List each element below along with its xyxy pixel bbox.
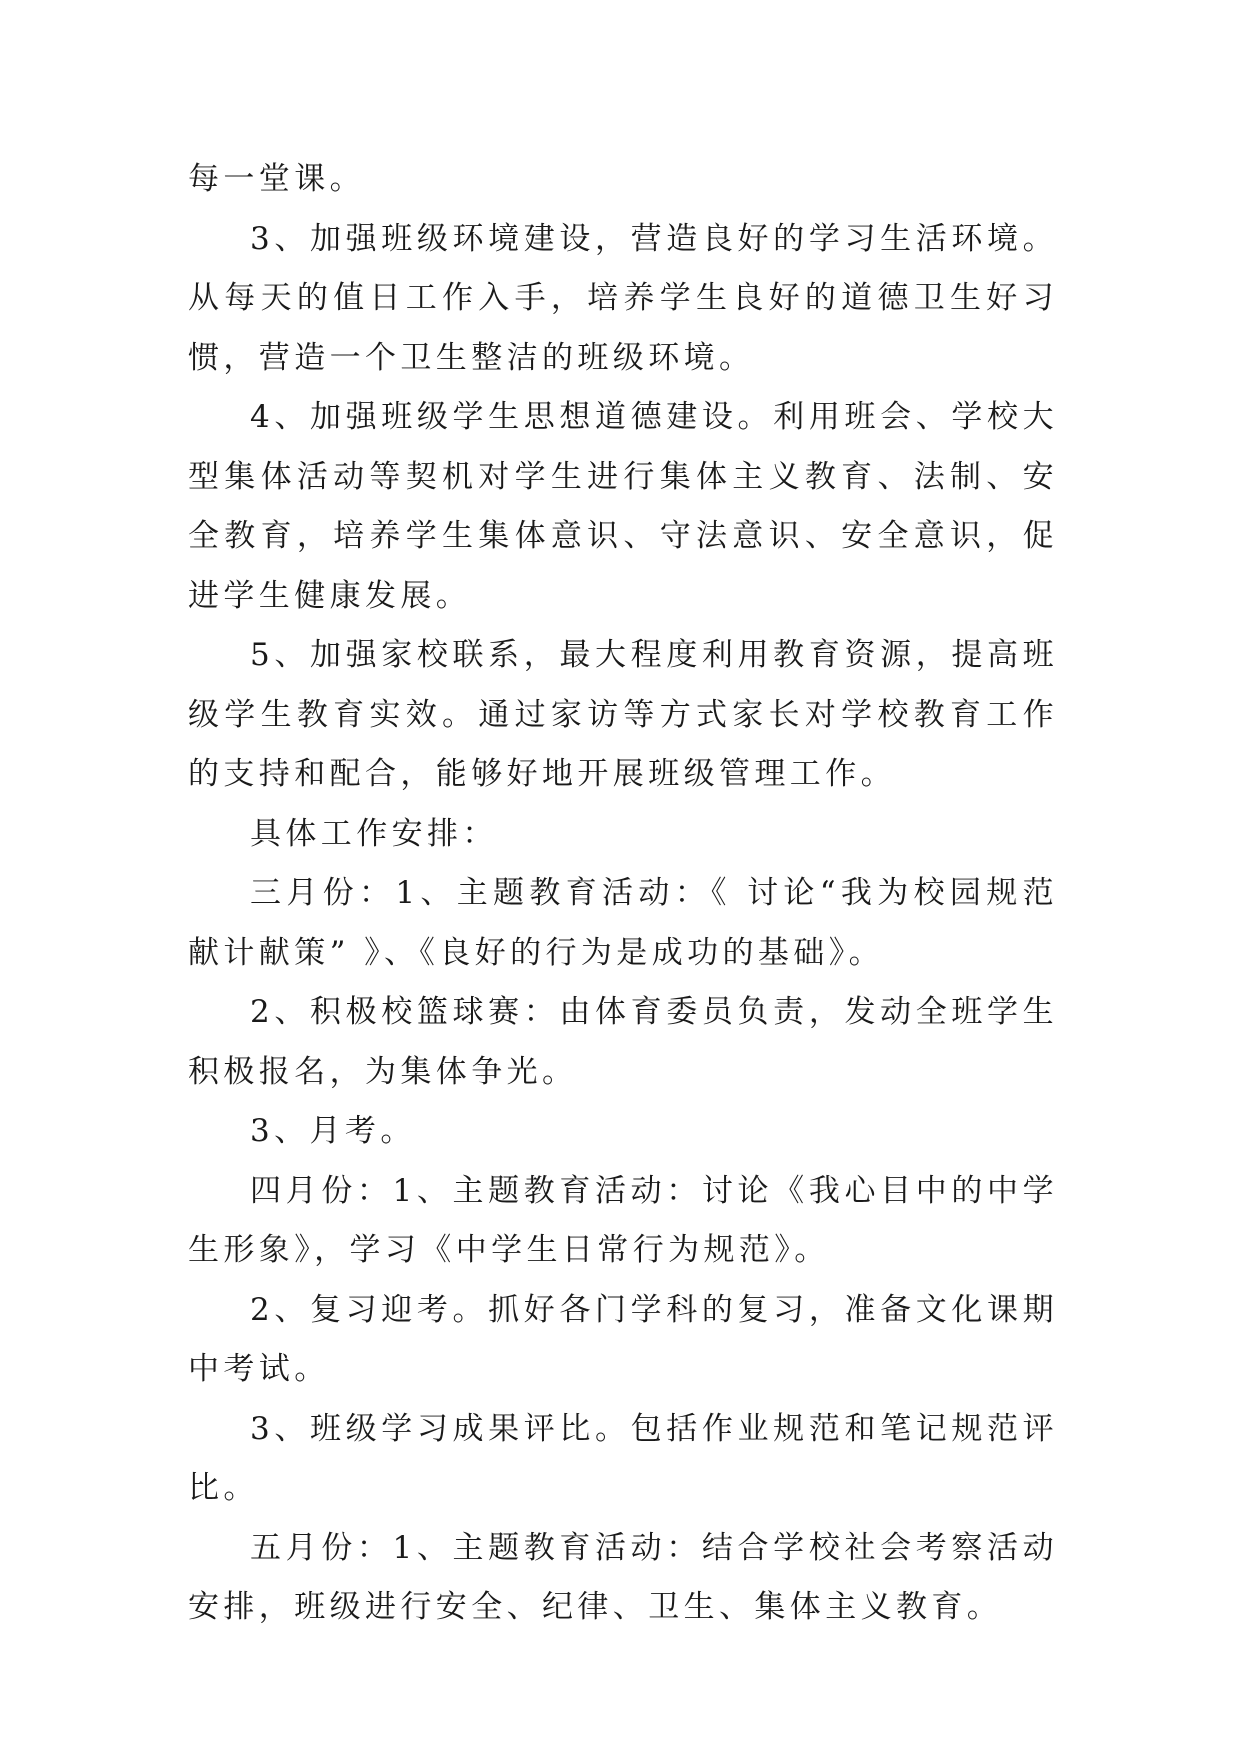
- paragraph-april-item-1: 四月份：1、主题教育活动：讨论《我心目中的中学生形象》，学习《中学生日常行为规范》。: [188, 1172, 1058, 1268]
- paragraph-march-item-3: 3、月考。: [250, 1113, 416, 1149]
- document-body: [188, 150, 1058, 1638]
- paragraph-item-5-home-school: 5、加强家校联系，最大程度利用教育资源，提高班级学生教育实效。通过家访等方式家长对学校教育工作的支持和配合，能够好地开展班级管理工作。: [188, 637, 1058, 792]
- paragraph-may-item-1: 五月份：1、主题教育活动：结合学校社会考察活动安排，班级进行安全、纪律、卫生、集体主义教育。: [188, 1529, 1058, 1625]
- paragraph-april-item-2: 2、复习迎考。抓好各门学科的复习，准备文化课期中考试。: [188, 1291, 1058, 1387]
- paragraph-april-item-3: 3、班级学习成果评比。包括作业规范和笔记规范评比。: [188, 1410, 1058, 1506]
- section-heading-schedule: 具体工作安排：: [250, 815, 498, 852]
- paragraph-item-4-moral-education: 4、加强班级学生思想道德建设。利用班会、学校大型集体活动等契机对学生进行集体主义教育、法制、安全教育，培养学生集体意识、守法意识、安全意识，促进学生健康发展。: [188, 399, 1058, 614]
- paragraph-march-item-2: 2、积极校篮球赛：由体育委员负责，发动全班学生积极报名，为集体争光。: [188, 994, 1058, 1090]
- paragraph-item-3-environment: 3、加强班级环境建设，营造良好的学习生活环境。从每天的值日工作入手，培养学生良好的道德卫生好习惯，营造一个卫生整洁的班级环境。: [188, 220, 1058, 376]
- paragraph-march-item-1: 三月份：1、主题教育活动：《 讨论“我为校园规范献计献策” 》、《良好的行为是成功的基础》。: [188, 875, 1058, 971]
- paragraph-continuation: 每一堂课。: [188, 161, 365, 197]
